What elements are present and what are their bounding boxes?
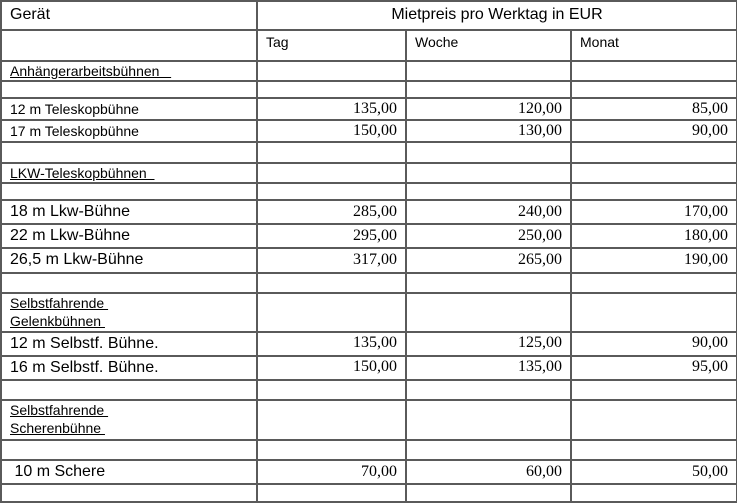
price-monat: 170,00 (571, 200, 737, 224)
header-row (1, 1, 737, 30)
subheader-row (1, 30, 737, 61)
device-name: 10 m Schere (1, 460, 257, 484)
tag-column-header: Tag (257, 30, 406, 61)
price-woche: 120,00 (406, 98, 571, 120)
spacer-row (1, 183, 737, 200)
device-name: 26,5 m Lkw-Bühne (1, 248, 257, 273)
price-tag: 70,00 (257, 460, 406, 484)
price-tag: 150,00 (257, 120, 406, 142)
price-tag: 135,00 (257, 332, 406, 356)
table-row (1, 356, 737, 380)
device-name: 12 m Selbstf. Bühne. (1, 332, 257, 356)
spacer-row (1, 484, 737, 502)
section-title: Selbstfahrende Gelenkbühnen (1, 293, 257, 332)
price-tag: 295,00 (257, 224, 406, 248)
price-woche: 240,00 (406, 200, 571, 224)
device-name: 18 m Lkw-Bühne (1, 200, 257, 224)
section-title: LKW-Teleskopbühnen (1, 163, 257, 183)
spacer-row (1, 81, 737, 98)
table-row (1, 224, 737, 248)
price-tag: 317,00 (257, 248, 406, 273)
table-row (1, 460, 737, 484)
price-monat: 180,00 (571, 224, 737, 248)
table-row (1, 332, 737, 356)
table-row (1, 120, 737, 142)
spacer-row (1, 440, 737, 460)
monat-column-header: Monat (571, 30, 737, 61)
price-monat: 95,00 (571, 356, 737, 380)
price-woche: 125,00 (406, 332, 571, 356)
section-row (1, 163, 737, 183)
device-name: 22 m Lkw-Bühne (1, 224, 257, 248)
price-tag: 135,00 (257, 98, 406, 120)
price-monat: 90,00 (571, 120, 737, 142)
price-column-header: Mietpreis pro Werktag in EUR (257, 1, 737, 30)
price-monat: 90,00 (571, 332, 737, 356)
price-woche: 265,00 (406, 248, 571, 273)
table-row (1, 98, 737, 120)
section-row (1, 400, 737, 440)
price-monat: 85,00 (571, 98, 737, 120)
empty-cell (1, 30, 257, 61)
price-tag: 150,00 (257, 356, 406, 380)
price-tag: 285,00 (257, 200, 406, 224)
price-woche: 250,00 (406, 224, 571, 248)
device-name: 12 m Teleskopbühne (1, 98, 257, 120)
section-title: Selbstfahrende Scherenbühne (1, 400, 257, 440)
device-name: 16 m Selbstf. Bühne. (1, 356, 257, 380)
price-monat: 50,00 (571, 460, 737, 484)
price-monat: 190,00 (571, 248, 737, 273)
section-row (1, 293, 737, 332)
device-name: 17 m Teleskopbühne (1, 120, 257, 142)
device-column-header: Gerät (1, 1, 257, 30)
price-woche: 130,00 (406, 120, 571, 142)
section-title: Anhängerarbeitsbühnen (1, 61, 257, 81)
price-woche: 60,00 (406, 460, 571, 484)
section-row (1, 61, 737, 81)
table-row (1, 248, 737, 273)
price-woche: 135,00 (406, 356, 571, 380)
spacer-row (1, 273, 737, 293)
table-row (1, 200, 737, 224)
woche-column-header: Woche (406, 30, 571, 61)
spacer-row (1, 142, 737, 163)
spacer-row (1, 380, 737, 400)
